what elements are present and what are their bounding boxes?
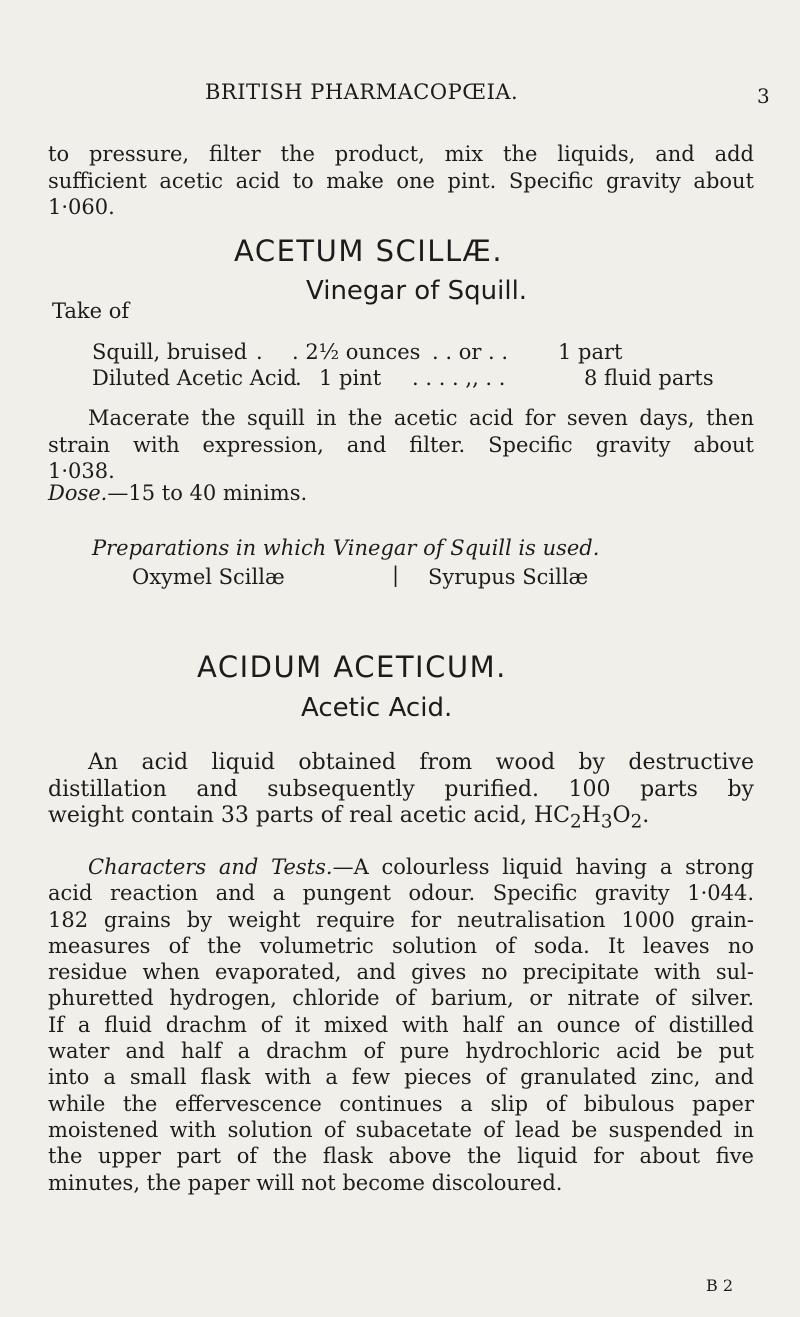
signature-mark: B 2 [706, 1276, 734, 1295]
preparation-item: Syrupus Scillæ [428, 565, 589, 589]
preparations-heading: Preparations in which Vinegar of Squill is used. [92, 536, 600, 560]
ingredient-name: Diluted Acetic Acid [92, 366, 297, 390]
text-line: 1·038. [48, 459, 115, 483]
text-line: minutes, the paper will not become discoloured. [48, 1170, 563, 1195]
dose-label: Dose. [48, 481, 108, 505]
text-line: Macerate the squill in the acetic acid for seven days, then [88, 406, 754, 430]
ingredient-leader: . [295, 366, 302, 390]
section-title-acidum-aceticum: ACIDUM ACETICUM. [197, 650, 507, 684]
text-line: the upper part of the flask above the liquid for about five [48, 1144, 754, 1169]
section-subtitle-acetic-acid: Acetic Acid. [301, 693, 453, 723]
ingredient-amount: . 2½ ounces [292, 340, 421, 364]
text-line: residue when evaporated, and gives no precipitate with sul- [48, 960, 754, 985]
preparation-item: Oxymel Scillæ [132, 565, 285, 589]
method-paragraph [48, 405, 754, 485]
dose-text: —15 to 40 minims. [107, 481, 308, 505]
text-line: to pressure, filter the product, mix the liquids, and add [48, 142, 754, 166]
ingredient-row [92, 340, 247, 364]
page-number: 3 [757, 84, 770, 108]
text-line: 182 grains by weight require for neutralisation 1000 grain- [48, 907, 754, 932]
text-line: phuretted hydrogen, chloride of barium, or nitrate of silver. [48, 986, 754, 1011]
text-line: If a fluid drachm of it mixed with half an ounce of distilled [48, 1012, 754, 1037]
section-subtitle-vinegar-of-squill: Vinegar of Squill. [306, 276, 528, 306]
ingredient-part: 8 fluid parts [584, 366, 714, 390]
text-line: measures of the volumetric solution of soda. It leaves no [48, 933, 754, 958]
intro-paragraph [48, 141, 754, 221]
text-line: weight contain 33 parts of real acetic acid, $HC_2H_3O_2$. [48, 803, 650, 833]
characters-label: Characters and Tests. [88, 855, 333, 879]
ingredient-part: 1 part [558, 340, 623, 364]
take-of-label: Take of [52, 299, 130, 323]
text-line: Characters and Tests.—A colourless liquid having a strong [88, 855, 754, 879]
preparations-separator: | [392, 563, 400, 587]
text-line: 1·060. [48, 195, 115, 219]
running-header: BRITISH PHARMACOPŒIA. [205, 80, 519, 104]
ingredient-mid: . . . . ,, . . [412, 366, 506, 390]
description-paragraph [48, 750, 754, 836]
section-title-acetum-scillae: ACETUM SCILLÆ. [234, 234, 504, 268]
text-line: into a small flask with a few pieces of granulated zinc, and [48, 1065, 754, 1090]
ingredient-row [92, 366, 297, 390]
text-line: distillation and subsequently purified. 100 parts by [48, 776, 754, 802]
text-line: strain with expression, and filter. Specific gravity about [48, 432, 754, 457]
text-line: sufficient acetic acid to make one pint. Specific gravity about [48, 168, 754, 193]
text-line: An acid liquid obtained from wood by destructive [88, 750, 754, 775]
chemical-formula: $HC_2H_3O_2$. [533, 803, 650, 833]
ingredient-amount: 1 pint [319, 366, 382, 390]
text-line: acid reaction and a pungent odour. Specific gravity 1·044. [48, 881, 754, 906]
ingredient-mid: . . or . . [432, 340, 509, 364]
characters-paragraph [48, 854, 754, 1196]
ingredient-name: Squill, bruised [92, 340, 248, 364]
text-line: moistened with solution of subacetate of lead be suspended in [48, 1117, 754, 1142]
text-line: water and half a drachm of pure hydrochloric acid be put [48, 1039, 754, 1064]
ingredient-leader: . [256, 340, 263, 364]
dose-line [48, 481, 307, 505]
text-line: while the effervescence continues a slip of bibulous paper [48, 1091, 754, 1116]
